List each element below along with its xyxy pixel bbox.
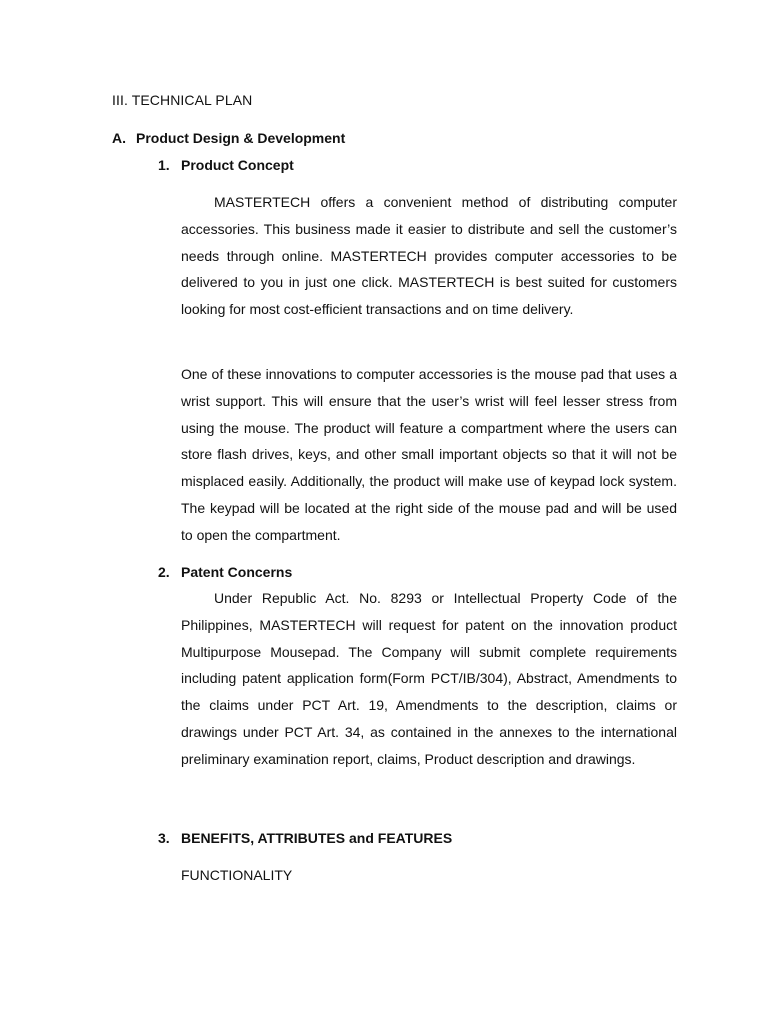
subsection-2-heading [158,564,292,580]
subsection-3-title: BENEFITS, ATTRIBUTES and FEATURES [181,830,453,846]
main-heading: III. TECHNICAL PLAN [112,92,253,108]
section-a-marker: A. [112,130,126,146]
section-a-title: Product Design & Development [136,130,346,146]
section-a-heading [112,130,345,146]
product-concept-paragraph-1: MASTERTECH offers a convenient method of distributing computer accessories. This business made it easier to distribute and sell the customer’s needs through online. MASTERTECH provides computer accessories to be delivered to you in just one click. MASTERTECH is best suited for customers looking for most cost-efficient transactions and on time delivery. [181,194,677,318]
subsection-1-title: Product Concept [181,157,294,173]
subsection-2-number: 2. [158,564,170,580]
subsection-2-title: Patent Concerns [181,564,293,580]
subsection-1-heading [158,157,294,173]
subsection-3-number: 3. [158,830,170,846]
product-concept-paragraph-2: One of these innovations to computer accessories is the mouse pad that uses a wrist support. This will ensure that the user’s wrist will feel lesser stress from using the mouse. The product will feature a compartment where the users can store flash drives, keys, and other small important objects so that it will not be misplaced easily. Additionally, the product will make use of keypad lock system. The keypad will be located at the right side of the mouse pad and will be used to open the compartment. [181,366,677,543]
patent-concerns-paragraph: Under Republic Act. No. 8293 or Intellectual Property Code of the Philippines, MASTERTECH will request for patent on the innovation product Multipurpose Mousepad. The Company will submit complete requirements including patent application form(Form PCT/IB/304), Abstract, Amendments to the claims under PCT Art. 19, Amendments to the description, claims or drawings under PCT Art. 34, as contained in the annexes to the international preliminary examination report, claims, Product description and drawings. [181,590,677,767]
subsection-1-number: 1. [158,157,170,173]
subsection-3-heading [158,830,452,846]
functionality-label: FUNCTIONALITY [181,867,293,883]
